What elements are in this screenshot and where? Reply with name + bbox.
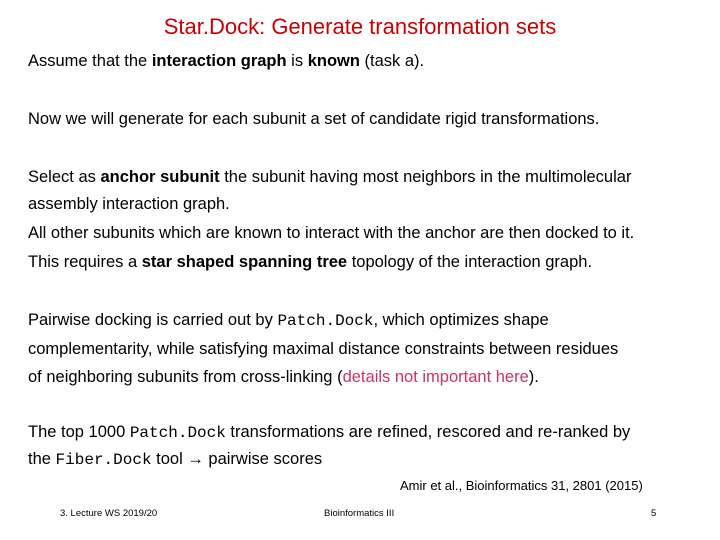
paragraph-interaction-graph: Assume that the interaction graph is known (task a). bbox=[28, 52, 425, 70]
arrow-icon: → bbox=[187, 450, 204, 468]
paragraph-docking-anchor: All other subunits which are known to interact with the anchor are then docked to it. bbox=[28, 224, 635, 242]
patchdock-name: Patch.Dock bbox=[277, 312, 374, 330]
slide-title: Star.Dock: Generate transformation sets bbox=[163, 14, 557, 39]
citation: Amir et al., Bioinformatics 31, 2801 (2015) bbox=[400, 478, 643, 493]
footer-course: Bioinformatics III bbox=[324, 508, 395, 519]
details-note: details not important here bbox=[342, 368, 529, 386]
fiberdock-name: Fiber.Dock bbox=[55, 451, 152, 469]
footer-page-number: 5 bbox=[651, 508, 657, 519]
paragraph-star-tree: This requires a star shaped spanning tree topology of the interaction graph. bbox=[28, 253, 593, 271]
patchdock-name: Patch.Dock bbox=[129, 424, 226, 442]
paragraph-candidate-transformations: Now we will generate for each subunit a set of candidate rigid transformations. bbox=[28, 110, 600, 128]
paragraph-anchor-subunit: Select as anchor subunit the subunit having most neighbors in the multimolecular assembly interaction graph. bbox=[28, 168, 632, 213]
paragraph-refinement: The top 1000 Patch.Dock transformations are refined, rescored and re-ranked by the Fiber.Dock tool → pairwise scores bbox=[28, 423, 631, 469]
paragraph-pairwise-docking: Pairwise docking is carried out by Patch.Dock, which optimizes shape complementarity, while satisfying maximal distance constraints between residues of neighboring subunits from cross-linking (details not important here). bbox=[28, 311, 619, 386]
footer-lecture: 3. Lecture WS 2019/20 bbox=[60, 508, 158, 519]
